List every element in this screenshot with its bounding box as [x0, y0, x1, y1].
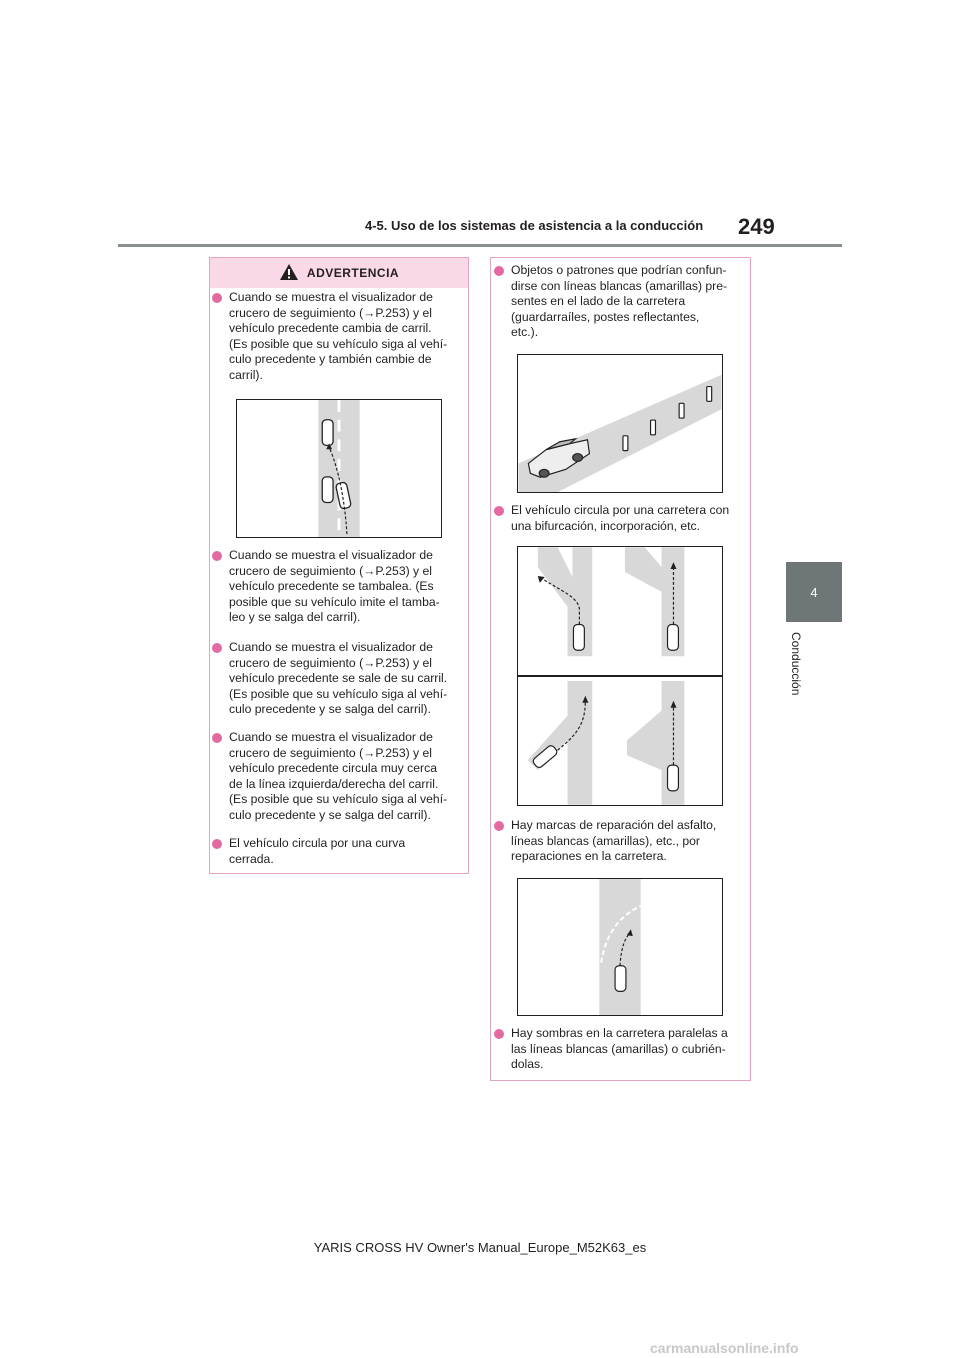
warning-item-text: Hay sombras en la carretera paralelas a las líneas blancas (amarillas) o cubrién- dolas.: [511, 1026, 728, 1072]
page-number: 249: [738, 214, 775, 239]
warning-item: [212, 548, 462, 626]
watermark: carmanualsonline.info: [650, 1340, 799, 1356]
figure-fork-merge: [517, 546, 723, 806]
warning-header: [210, 258, 468, 288]
warning-item: [494, 1026, 746, 1073]
figure-guardrail-posts: [517, 354, 723, 493]
warning-item-text: El vehículo circula por una carretera con una bifurcación, incorporación, etc.: [511, 503, 730, 533]
chapter-tab[interactable]: [786, 562, 842, 622]
chapter-number: 4: [810, 584, 818, 600]
warning-item: [494, 818, 746, 865]
warning-item-text: El vehículo circula por una curva cerrada.: [229, 836, 406, 866]
warning-item: [494, 503, 746, 534]
warning-triangle-icon: [279, 263, 299, 284]
bullet-icon: [212, 733, 222, 743]
warning-item-text: Cuando se muestra el visualizador de crucero de seguimiento (→P.253) y el vehículo precedente circula muy cerca de la línea izquierda/derecha del carril. (Es posible que su vehículo siga al vehí- culo precedente y se salga del carril).: [229, 730, 448, 822]
figure-repair-marks: [517, 878, 723, 1016]
chapter-label: Conducción: [789, 632, 803, 696]
warning-item: [494, 263, 746, 341]
warning-item-text: Cuando se muestra el visualizador de crucero de seguimiento (→P.253) y el vehículo precedente se sale de su carril. (Es posible que su vehículo siga al vehí- culo precedente y se salga del carril).: [229, 640, 448, 717]
bullet-icon: [212, 293, 222, 303]
bullet-icon: [494, 506, 504, 516]
warning-title: ADVERTENCIA: [306, 266, 400, 280]
footer-manual-id: YARIS CROSS HV Owner's Manual_Europe_M52K63_es: [313, 1240, 647, 1255]
figure-lane-change: [236, 399, 442, 538]
warning-item: [212, 730, 462, 824]
header-divider: [118, 244, 842, 247]
warning-item-text: Hay marcas de reparación del asfalto, líneas blancas (amarillas), etc., por reparaciones en la carretera.: [511, 818, 717, 864]
bullet-icon: [494, 266, 504, 276]
bullet-icon: [212, 551, 222, 561]
bullet-icon: [494, 821, 504, 831]
warning-item-text: Cuando se muestra el visualizador de crucero de seguimiento (→P.253) y el vehículo precedente cambia de carril. (Es posible que su vehículo siga al vehí- culo precedente y también cambie de carril).: [229, 290, 448, 382]
warning-item-text: Objetos o patrones que podrían confun- dirse con líneas blancas (amarillas) pre- sentes en el lado de la carretera (guardarraíles, postes reflectantes, etc.).: [511, 263, 728, 340]
warning-item: [212, 640, 462, 718]
bullet-icon: [212, 643, 222, 653]
warning-item: [212, 836, 462, 867]
bullet-icon: [212, 839, 222, 849]
warning-item-text: Cuando se muestra el visualizador de crucero de seguimiento (→P.253) y el vehículo precedente se tambalea. (Es posible que su vehículo imite el tamba- leo y se salga del carril).: [229, 548, 440, 625]
section-title: 4-5. Uso de los sistemas de asistencia a la conducción: [365, 218, 704, 233]
bullet-icon: [494, 1029, 504, 1039]
warning-item: [212, 290, 462, 384]
